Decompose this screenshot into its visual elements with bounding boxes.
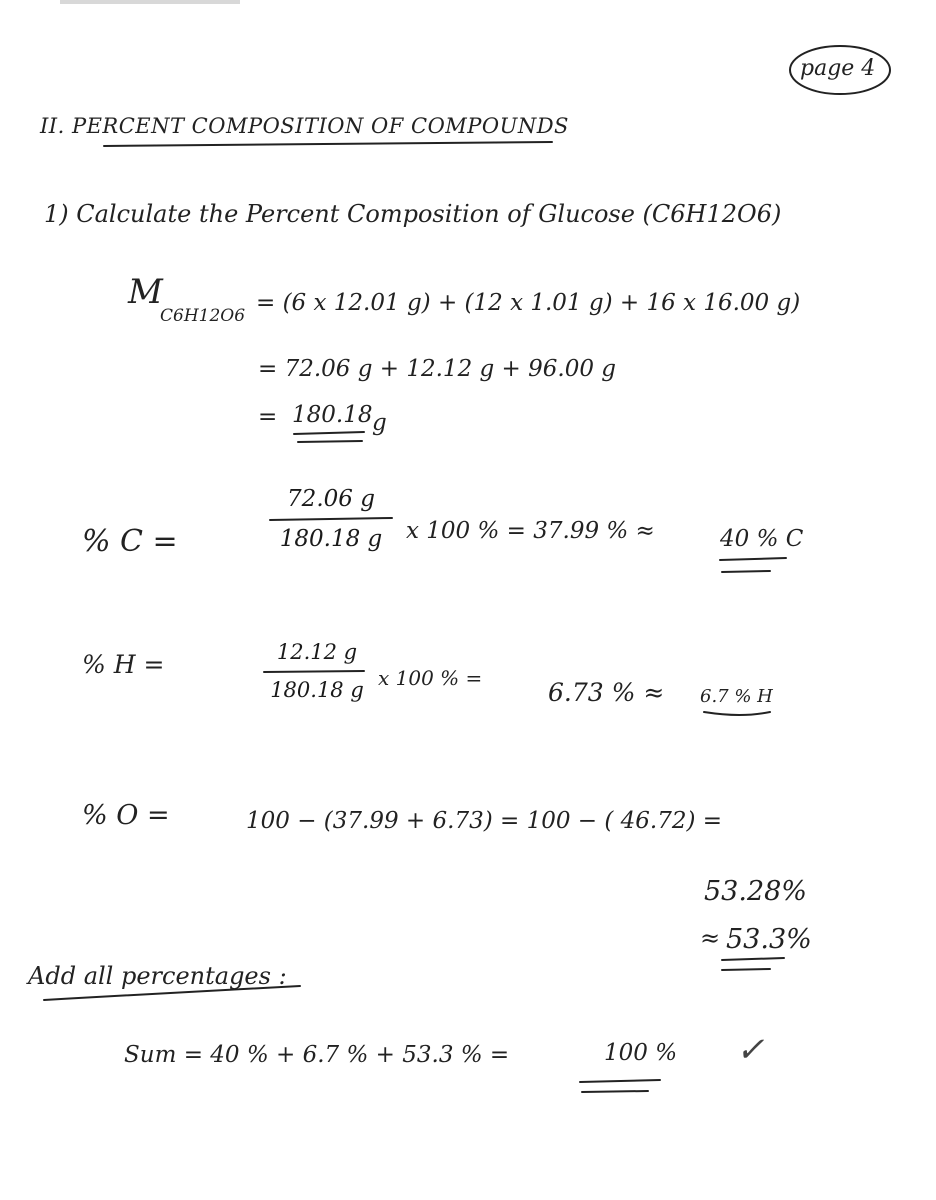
check-mark-icon: ✓	[736, 1030, 765, 1070]
carbon-numerator: 72.06 g	[287, 486, 375, 512]
carbon-result-underline-2	[722, 571, 770, 572]
sum-result-underline-2	[582, 1091, 648, 1092]
add-heading-underline	[44, 986, 300, 1000]
molar-mass-line-1: = (6 x 12.01 g) + (12 x 1.01 g) + 16 x 16.00 g)	[256, 290, 801, 316]
carbon-result: 40 % C	[720, 526, 804, 552]
sum-expression: Sum = 40 % + 6.7 % + 53.3 % =	[124, 1042, 510, 1068]
oxygen-label: % O =	[82, 800, 170, 831]
oxygen-result-underline-2	[722, 969, 770, 970]
carbon-label: % C =	[82, 524, 178, 559]
hydrogen-calculation: x 100 % =	[378, 666, 483, 690]
molar-mass-underline-2	[298, 441, 362, 442]
carbon-result-underline-1	[720, 558, 786, 560]
hydrogen-numerator: 12.12 g	[276, 640, 358, 664]
problem-statement: 1) Calculate the Percent Composition of Glucose (C6H12O6)	[44, 200, 782, 228]
section-heading: II. PERCENT COMPOSITION OF COMPOUNDS	[40, 114, 569, 138]
molar-mass-line-3-prefix: =	[258, 404, 278, 430]
page-label-circle	[790, 46, 890, 94]
oxygen-result: 53.3%	[726, 924, 812, 955]
hydrogen-value: 6.73 % ≈	[548, 678, 665, 707]
molar-mass-symbol: M	[128, 272, 163, 312]
molar-mass-line-2: = 72.06 g + 12.12 g + 96.00 g	[258, 356, 617, 382]
oxygen-calculation: 100 − (37.99 + 6.73) = 100 − ( 46.72) =	[246, 808, 723, 834]
hydrogen-label: % H =	[82, 650, 165, 679]
sum-result: 100 %	[604, 1040, 678, 1066]
molar-mass-result: 180.18	[292, 402, 373, 428]
oxygen-approx-sign: ≈	[700, 924, 721, 952]
add-percentages-heading: Add all percentages :	[28, 962, 287, 990]
molar-mass-subscript: C6H12O6	[160, 306, 246, 326]
section-heading-underline	[104, 142, 552, 146]
molar-mass-underline-1	[294, 432, 364, 434]
sum-result-underline-1	[580, 1080, 660, 1082]
hydrogen-fraction-bar	[264, 671, 364, 672]
page-label: page 4	[800, 56, 876, 81]
molar-mass-result-unit: g	[372, 410, 387, 436]
hydrogen-result-underline	[704, 712, 770, 715]
carbon-denominator: 180.18 g	[279, 526, 383, 552]
hydrogen-denominator: 180.18 g	[270, 678, 364, 702]
carbon-calculation: x 100 % = 37.99 % ≈	[406, 518, 655, 544]
hydrogen-result: 6.7 % H	[700, 686, 773, 707]
oxygen-intermediate: 53.28%	[704, 876, 807, 907]
carbon-fraction-bar	[270, 518, 392, 520]
oxygen-result-underline-1	[722, 958, 784, 960]
